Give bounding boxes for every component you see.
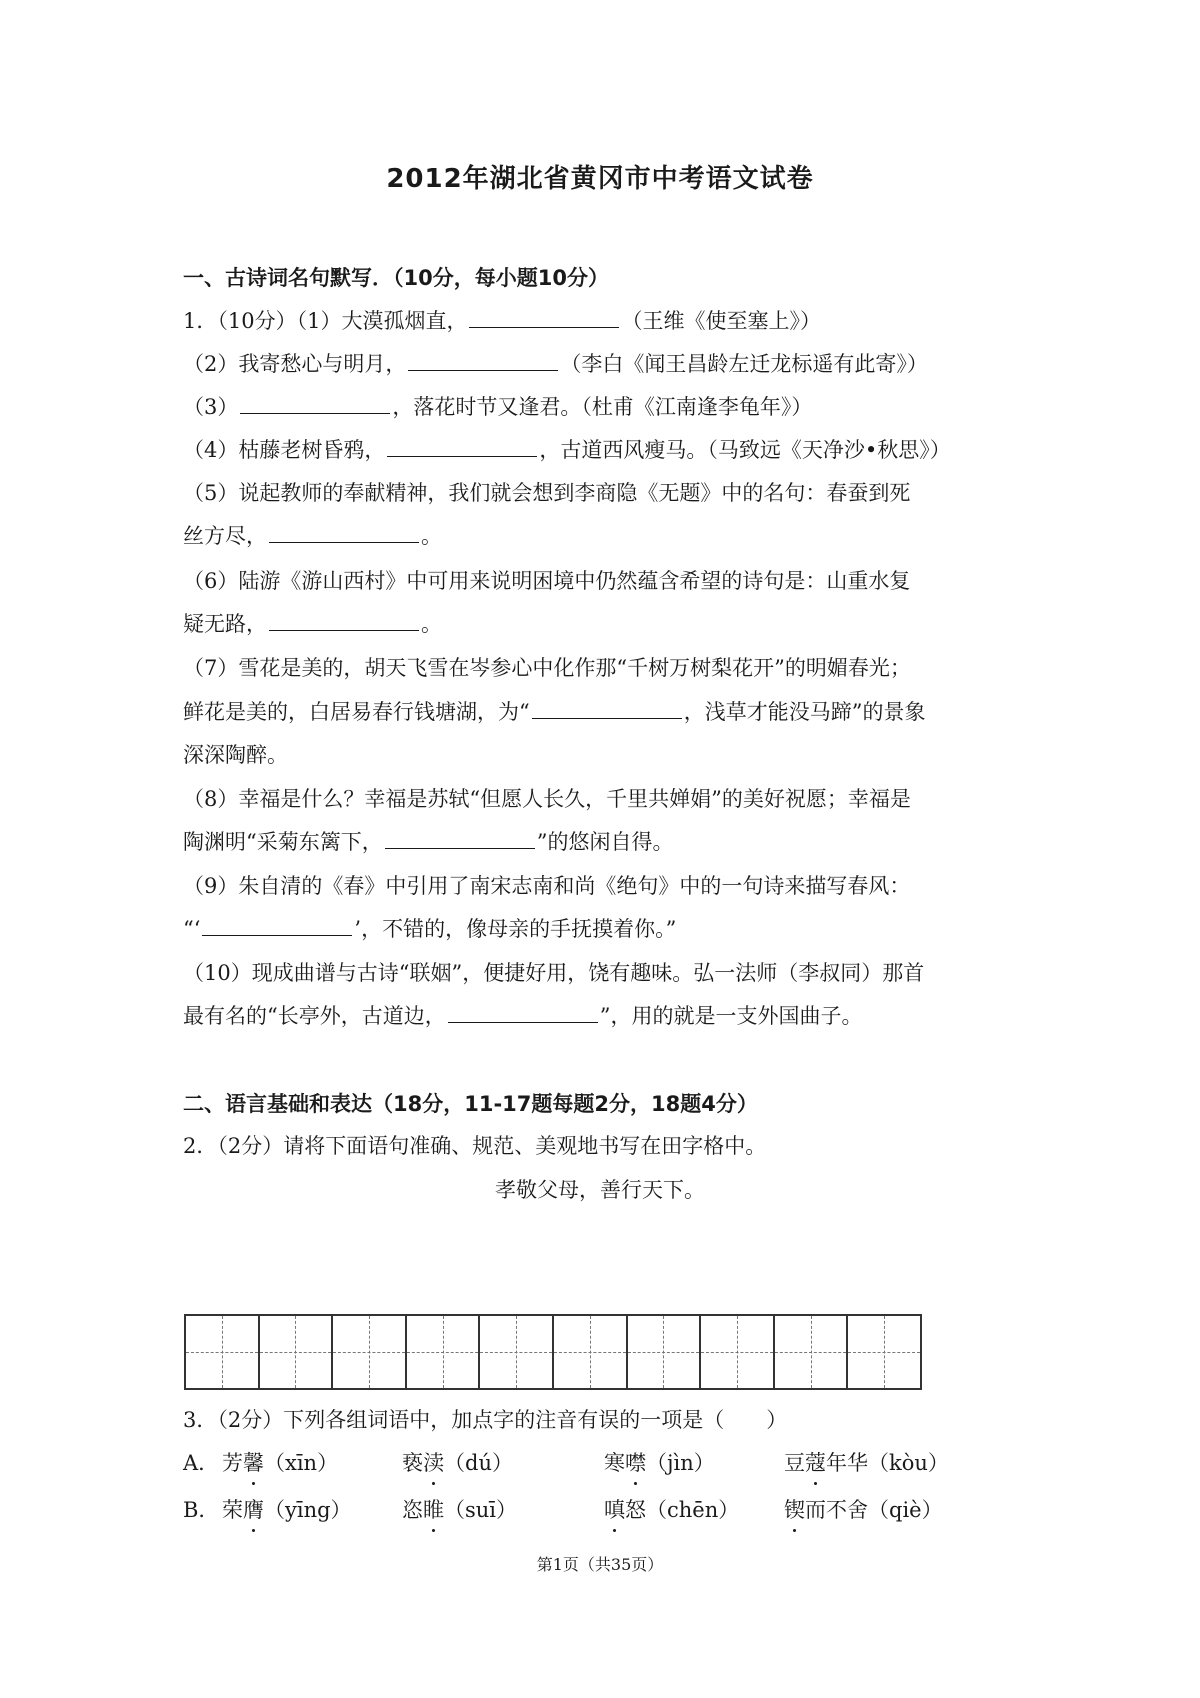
section-1-heading: 一、古诗词名句默写．（10分，每小题10分）: [183, 266, 609, 290]
answer-blank[interactable]: [269, 522, 419, 543]
q1-line-8: [183, 608, 442, 638]
q1-line-15: [183, 913, 676, 943]
q1-line-17-text-b: ”，用的就是一支外国曲子。: [599, 1004, 863, 1028]
q1-line-13-text-a: 陶渊明“采菊东篱下，: [183, 830, 383, 854]
q1-line-4-text-b: ，古道西风瘦马。（马致远《天净沙•秋思》）: [539, 438, 951, 462]
grid-cell[interactable]: [848, 1316, 920, 1388]
q1-line-14: （9）朱自清的《春》中引用了南宋志南和尚《绝句》中的一句诗来描写春风：: [183, 874, 911, 898]
q1-line-10-text-b: ，浅草才能没马蹄”的景象: [683, 700, 926, 724]
pinyin: （yīng）: [264, 1498, 352, 1522]
q3-option-b-label: B．: [183, 1498, 220, 1522]
answer-blank[interactable]: [240, 393, 390, 414]
q3-option-b-word-3: [604, 1494, 739, 1524]
q1-line-15-text-a: “‘: [183, 917, 201, 941]
word-text: 恣: [402, 1498, 423, 1522]
answer-blank[interactable]: [408, 350, 558, 371]
pinyin: （dú）: [444, 1451, 513, 1475]
q1-line-1-text-a: 1．（10分）（1）大漠孤烟直，: [183, 309, 468, 333]
q3-option-b-word-1: [222, 1494, 352, 1524]
q1-line-17: [183, 1000, 863, 1030]
q1-line-8-text-b: 。: [421, 612, 442, 636]
word-text: 荣: [222, 1498, 243, 1522]
q1-line-10: [183, 696, 925, 726]
q3-option-b-word-4: [784, 1494, 943, 1524]
word-text: 寒: [604, 1451, 625, 1475]
grid-cell[interactable]: [333, 1316, 407, 1388]
q1-line-2: [183, 348, 928, 378]
word-text: 豆: [784, 1451, 805, 1475]
dotted-char: 锲: [784, 1494, 805, 1524]
pinyin: （suī）: [444, 1498, 518, 1522]
dotted-char: 睢: [423, 1494, 444, 1524]
pinyin: 而不舍（qiè）: [805, 1498, 943, 1522]
pinyin: 年华（kòu）: [826, 1451, 949, 1475]
q1-line-6: [183, 520, 442, 550]
answer-blank[interactable]: [269, 610, 419, 631]
grid-cell[interactable]: [554, 1316, 628, 1388]
dotted-char: 蔻: [805, 1447, 826, 1477]
q2-line-1: 2．（2分）请将下面语句准确、规范、美观地书写在田字格中。: [183, 1134, 767, 1158]
dotted-char: 嗔: [604, 1494, 625, 1524]
q3-option-a-word-1: [222, 1447, 338, 1477]
q3-option-a-word-4: [784, 1447, 949, 1477]
dotted-char: 噤: [625, 1447, 646, 1477]
q3-option-a-label: A．: [183, 1451, 220, 1475]
q1-line-3-text-a: （3）: [183, 395, 239, 419]
answer-blank[interactable]: [385, 828, 535, 849]
q1-line-1: [183, 305, 821, 335]
page-footer: 第1页（共35页）: [536, 1555, 664, 1574]
q1-line-3: [183, 391, 812, 421]
grid-cell[interactable]: [480, 1316, 554, 1388]
q1-line-3-text-b: ，落花时节又逢君。（杜甫《江南逢李龟年》）: [392, 395, 813, 419]
dotted-char: 膺: [243, 1494, 264, 1524]
pinyin: 怒（chēn）: [625, 1498, 740, 1522]
answer-blank[interactable]: [448, 1002, 598, 1023]
q1-line-10-text-a: 鲜花是美的，白居易春行钱塘湖，为“: [183, 700, 530, 724]
grid-cell[interactable]: [701, 1316, 775, 1388]
grid-cell[interactable]: [186, 1316, 260, 1388]
q1-line-16: （10）现成曲谱与古诗“联姻”，便捷好用，饶有趣味。弘一法师（李叔同）那首: [183, 961, 925, 985]
q1-line-5: （5）说起教师的奉献精神，我们就会想到李商隐《无题》中的名句：春蚕到死: [183, 481, 911, 505]
q1-line-17-text-a: 最有名的“长亭外，古道边，: [183, 1004, 446, 1028]
q3-option-a-word-3: [604, 1447, 715, 1477]
q1-line-9: （7）雪花是美的，胡天飞雪在岑参心中化作那“千树万树梨花开”的明媚春光；: [183, 656, 911, 680]
dotted-char: 馨: [243, 1447, 264, 1477]
grid-cell[interactable]: [628, 1316, 702, 1388]
q1-line-13: [183, 826, 674, 856]
word-text: 芳: [222, 1451, 243, 1475]
grid-cell[interactable]: [775, 1316, 849, 1388]
q3-line-1: 3．（2分）下列各组词语中，加点字的注音有误的一项是（ ）: [183, 1408, 788, 1432]
q1-line-6-text-b: 。: [421, 524, 442, 548]
answer-blank[interactable]: [469, 307, 619, 328]
q1-line-13-text-b: ”的悠闲自得。: [536, 830, 674, 854]
q1-line-2-text-b: （李白《闻王昌龄左迁龙标遥有此寄》）: [560, 352, 928, 376]
pinyin: （jìn）: [646, 1451, 715, 1475]
q1-line-8-text-a: 疑无路，: [183, 612, 267, 636]
answer-blank[interactable]: [202, 915, 352, 936]
q3-option-b-word-2: [402, 1494, 517, 1524]
answer-blank[interactable]: [532, 698, 682, 719]
q1-line-12: （8）幸福是什么？幸福是苏轼“但愿人长久，千里共婵娟”的美好祝愿；幸福是: [183, 787, 911, 811]
tianzige-grid[interactable]: [184, 1314, 922, 1390]
q1-line-15-text-b: ’，不错的，像母亲的手抚摸着你。”: [354, 917, 677, 941]
q1-line-4-text-a: （4）枯藤老树昏鸦，: [183, 438, 386, 462]
q3-option-a-word-2: [402, 1447, 513, 1477]
page-title: 2012年湖北省黄冈市中考语文试卷: [386, 164, 814, 194]
q1-line-2-text-a: （2）我寄愁心与明月，: [183, 352, 407, 376]
q1-line-6-text-a: 丝方尽，: [183, 524, 267, 548]
q2-sentence: 孝敬父母，善行天下。: [495, 1178, 705, 1202]
dotted-char: 渎: [423, 1447, 444, 1477]
word-text: 亵: [402, 1451, 423, 1475]
pinyin: （xīn）: [264, 1451, 339, 1475]
section-2-heading: 二、语言基础和表达（18分，11-17题每题2分，18题4分）: [183, 1092, 758, 1116]
q1-line-11: 深深陶醉。: [183, 743, 288, 767]
q1-line-7: （6）陆游《游山西村》中可用来说明困境中仍然蕴含希望的诗句是：山重水复: [183, 569, 911, 593]
q1-line-4: [183, 434, 951, 464]
grid-cell[interactable]: [260, 1316, 334, 1388]
q1-line-1-text-b: （王维《使至塞上》）: [621, 309, 821, 333]
grid-cell[interactable]: [407, 1316, 481, 1388]
answer-blank[interactable]: [387, 436, 537, 457]
